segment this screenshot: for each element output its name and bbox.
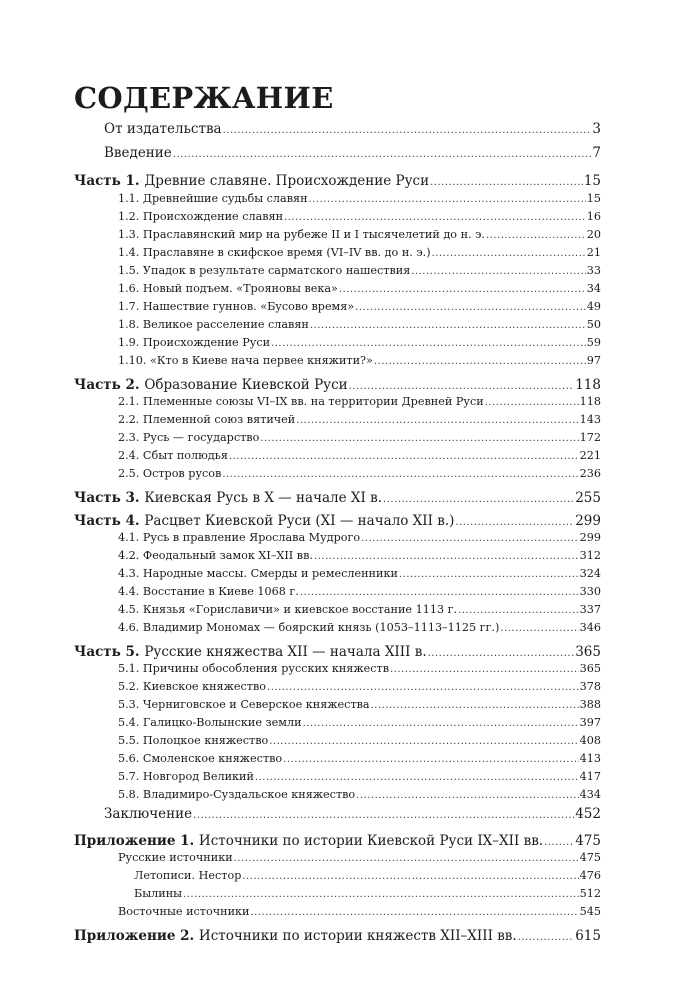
toc-entry[interactable] (104, 806, 601, 826)
toc-entry-title: 5.1. Причины обособления русских княжеств (118, 662, 390, 675)
toc-entry[interactable] (118, 467, 601, 487)
toc-entry-title: 2.3. Русь — государство (118, 431, 260, 444)
dot-leader (255, 772, 579, 783)
dot-leader (390, 664, 579, 675)
dot-leader (234, 853, 579, 864)
toc-entry[interactable] (104, 145, 601, 165)
toc-entry-title: 4.6. Владимир Мономах — боярский князь (1053–1113–1125 гг.) (118, 621, 500, 634)
toc-entry[interactable] (118, 354, 601, 374)
toc-entry[interactable] (118, 905, 601, 925)
toc-entry-page-number: 545 (579, 905, 601, 918)
toc-entry-page-number: 475 (575, 833, 601, 849)
toc-entry[interactable] (134, 887, 601, 907)
toc-entry-page-number: 413 (579, 752, 601, 765)
dot-leader (271, 338, 586, 349)
toc-entry-title: Источники по истории княжеств XII–XIII вв. (198, 928, 517, 944)
toc-entry-title: 5.5. Полоцкое княжество (118, 734, 269, 747)
dot-leader (544, 837, 574, 848)
dot-leader (284, 212, 586, 223)
toc-entry[interactable] (118, 210, 601, 230)
dot-leader (361, 533, 579, 544)
toc-entry[interactable] (118, 264, 601, 284)
dot-leader (173, 149, 592, 160)
dot-leader (242, 871, 578, 882)
dot-leader (500, 623, 578, 634)
toc-entry[interactable] (74, 928, 601, 948)
toc-entry[interactable] (118, 603, 601, 623)
toc-entry-title: Летописи. Нестор (134, 869, 242, 882)
toc-entry[interactable] (118, 413, 601, 433)
toc-entry-title: 2.5. Остров русов (118, 467, 222, 480)
dot-leader (229, 451, 579, 462)
toc-entry-page-number: 388 (579, 698, 601, 711)
toc-entry-page-number: 299 (575, 513, 601, 529)
toc-entry-page-number: 337 (579, 603, 601, 616)
toc-entry-title: Киевская Русь в X — начале XI в. (144, 490, 383, 506)
dot-leader (485, 397, 579, 408)
toc-entry-page-number: 118 (579, 395, 601, 408)
toc-entry-title: 1.9. Происхождение Руси (118, 336, 271, 349)
toc-entry-title: 1.4. Праславяне в скифское время (VI–IV вв. до н. э.) (118, 246, 431, 259)
toc-entry[interactable] (74, 173, 601, 193)
dot-leader (374, 356, 586, 367)
toc-entry-title: 5.3. Черниговское и Северское княжества (118, 698, 370, 711)
dot-leader (260, 433, 578, 444)
toc-entry-page-number: 397 (579, 716, 601, 729)
toc-entry-page-number: 7 (592, 145, 601, 161)
toc-entry[interactable] (74, 490, 601, 510)
toc-entry[interactable] (118, 770, 601, 790)
toc-entry-page-number: 346 (579, 621, 601, 634)
dot-leader (355, 302, 586, 313)
toc-entry[interactable] (118, 431, 601, 451)
dot-leader (349, 381, 575, 392)
dot-leader (430, 177, 583, 188)
toc-entry-title: Расцвет Киевской Руси (XI — начало XII в.) (144, 513, 455, 529)
toc-entry[interactable] (118, 246, 601, 266)
toc-entry-title: 1.7. Нашествие гуннов. «Бусово время» (118, 300, 355, 313)
toc-entry-page-number: 236 (579, 467, 601, 480)
dot-leader (222, 469, 578, 480)
dot-leader (314, 551, 579, 562)
dot-leader (486, 230, 586, 241)
toc-entry[interactable] (118, 680, 601, 700)
toc-entry-page-number: 476 (579, 869, 601, 882)
toc-entry-page-number: 50 (586, 318, 601, 331)
toc-entry-title: Былины (134, 887, 183, 900)
toc-entry-title: 4.5. Князья «Гориславичи» и киевское восстание 1113 г. (118, 603, 458, 616)
toc-entry-title: Восточные источники (118, 905, 250, 918)
toc-entry-part-label: Часть 3. (74, 490, 145, 506)
dot-leader (356, 790, 578, 801)
toc-entry-title: Образование Киевской Руси (144, 377, 348, 393)
toc-entry-page-number: 365 (575, 644, 601, 660)
toc-entry[interactable] (118, 788, 601, 808)
toc-entry-title: 1.1. Древнейшие судьбы славян (118, 192, 308, 205)
toc-entry-title: 1.10. «Кто в Киеве нача первее княжити?» (118, 354, 373, 367)
toc-entry-page-number: 221 (579, 449, 601, 462)
toc-entry[interactable] (118, 318, 601, 338)
dot-leader (269, 736, 578, 747)
dot-leader (183, 889, 579, 900)
toc-entry-page-number: 324 (579, 567, 601, 580)
toc-entry[interactable] (74, 644, 601, 664)
toc-entry-title: 5.7. Новгород Великий (118, 770, 254, 783)
toc-entry[interactable] (74, 377, 601, 397)
toc-entry-title: Русские источники (118, 851, 233, 864)
toc-entry-page-number: 59 (586, 336, 601, 349)
toc-entry-page-number: 615 (575, 928, 601, 944)
toc-entry[interactable] (104, 121, 601, 141)
toc-entry-title: 1.5. Упадок в результате сарматского нашествия (118, 264, 411, 277)
dot-leader (371, 700, 579, 711)
page-title: СОДЕРЖАНИЕ (74, 81, 334, 115)
dot-leader (300, 587, 579, 598)
dot-leader (518, 932, 575, 943)
toc-entry-part-label: Часть 2. (74, 377, 145, 393)
toc-entry-page-number: 15 (586, 192, 601, 205)
dot-leader (411, 266, 585, 277)
dot-leader (303, 718, 579, 729)
toc-entry[interactable] (74, 833, 601, 853)
toc-entry[interactable] (118, 734, 601, 754)
toc-entry-page-number: 16 (586, 210, 601, 223)
toc-entry[interactable] (118, 300, 601, 320)
toc-entry-title: От издательства (104, 121, 222, 137)
toc-entry-page-number: 15 (583, 173, 601, 189)
toc-entry-title: 5.4. Галицко-Волынские земли (118, 716, 302, 729)
toc-entry-title: 5.6. Смоленское княжество (118, 752, 283, 765)
toc-entry-page-number: 299 (579, 531, 601, 544)
toc-entry-page-number: 365 (579, 662, 601, 675)
toc-entry-title: 2.1. Племенные союзы VI–IX вв. на территории Древней Руси (118, 395, 484, 408)
toc-entry-page-number: 417 (579, 770, 601, 783)
toc-entry-page-number: 49 (586, 300, 601, 313)
toc-entry-part-label: Приложение 2. (74, 928, 199, 944)
toc-entry-page-number: 512 (579, 887, 601, 900)
toc-entry[interactable] (118, 282, 601, 302)
toc-entry[interactable] (118, 549, 601, 569)
toc-entry[interactable] (118, 336, 601, 356)
toc-entry-title: 4.3. Народные массы. Смерды и ремесленники (118, 567, 398, 580)
dot-leader (310, 320, 586, 331)
toc-entry[interactable] (118, 662, 601, 682)
toc-entry-title: Древние славяне. Происхождение Руси (144, 173, 430, 189)
dot-leader (399, 569, 579, 580)
toc-entry-title: 5.2. Киевское княжество (118, 680, 267, 693)
toc-entry-page-number: 33 (586, 264, 601, 277)
toc-entry[interactable] (118, 567, 601, 587)
toc-entry[interactable] (118, 531, 601, 551)
toc-entry-page-number: 172 (579, 431, 601, 444)
toc-entry[interactable] (118, 395, 601, 415)
toc-entry-title: 1.6. Новый подъем. «Трояновы века» (118, 282, 338, 295)
toc-entry-page-number: 143 (579, 413, 601, 426)
toc-entry-part-label: Приложение 1. (74, 833, 199, 849)
dot-leader (283, 754, 578, 765)
toc-entry-page-number: 21 (586, 246, 601, 259)
dot-leader (309, 194, 586, 205)
dot-leader (339, 284, 586, 295)
toc-entry[interactable] (118, 698, 601, 718)
toc-entry-title: 4.1. Русь в правление Ярослава Мудрого (118, 531, 361, 544)
toc-entry[interactable] (118, 228, 601, 248)
toc-entry-title: 1.2. Происхождение славян (118, 210, 284, 223)
toc-entry-title: Источники по истории Киевской Руси IX–XII вв. (198, 833, 544, 849)
toc-entry-part-label: Часть 4. (74, 513, 145, 529)
toc-entry-page-number: 330 (579, 585, 601, 598)
dot-leader (267, 682, 579, 693)
toc-entry[interactable] (134, 869, 601, 889)
toc-entry[interactable] (118, 192, 601, 212)
toc-entry-page-number: 20 (586, 228, 601, 241)
dot-leader (455, 517, 574, 528)
toc-entry-page-number: 475 (579, 851, 601, 864)
toc-entry-page-number: 34 (586, 282, 601, 295)
toc-entry-title: Заключение (104, 806, 193, 822)
toc-entry[interactable] (118, 716, 601, 736)
toc-entry-title: 1.3. Праславянский мир на рубеже II и I тысячелетий до н. э. (118, 228, 485, 241)
dot-leader (432, 248, 586, 259)
dot-leader (428, 648, 575, 659)
toc-entry-page-number: 434 (579, 788, 601, 801)
toc-entry-title: 2.4. Сбыт полюдья (118, 449, 228, 462)
toc-entry-title: 4.2. Феодальный замок XI–XII вв. (118, 549, 313, 562)
toc-entry[interactable] (118, 752, 601, 772)
dot-leader (223, 125, 592, 136)
toc-entry-page-number: 408 (579, 734, 601, 747)
toc-entry-page-number: 378 (579, 680, 601, 693)
toc-entry-title: Введение (104, 145, 172, 161)
toc-entry-page-number: 255 (575, 490, 601, 506)
toc-entry-page-number: 97 (586, 354, 601, 367)
toc-entry-page-number: 312 (579, 549, 601, 562)
dot-leader (251, 907, 579, 918)
dot-leader (458, 605, 579, 616)
dot-leader (383, 494, 574, 505)
toc-entry-page-number: 118 (575, 377, 601, 393)
toc-entry-page-number: 3 (592, 121, 601, 137)
toc-entry[interactable] (118, 585, 601, 605)
toc-entry-title: Русские княжества XII — начала XIII в. (144, 644, 427, 660)
dot-leader (193, 810, 574, 821)
toc-entry-part-label: Часть 1. (74, 173, 145, 189)
toc-entry[interactable] (74, 513, 601, 533)
toc-entry[interactable] (118, 621, 601, 641)
toc-entry-page-number: 452 (575, 806, 601, 822)
toc-entry-title: 2.2. Племенной союз вятичей (118, 413, 296, 426)
toc-entry-title: 5.8. Владимиро-Суздальское княжество (118, 788, 356, 801)
toc-entry-title: 4.4. Восстание в Киеве 1068 г. (118, 585, 299, 598)
toc-entry-part-label: Часть 5. (74, 644, 145, 660)
dot-leader (296, 415, 578, 426)
toc-entry[interactable] (118, 851, 601, 871)
toc-entry[interactable] (118, 449, 601, 469)
toc-entry-title: 1.8. Великое расселение славян (118, 318, 309, 331)
